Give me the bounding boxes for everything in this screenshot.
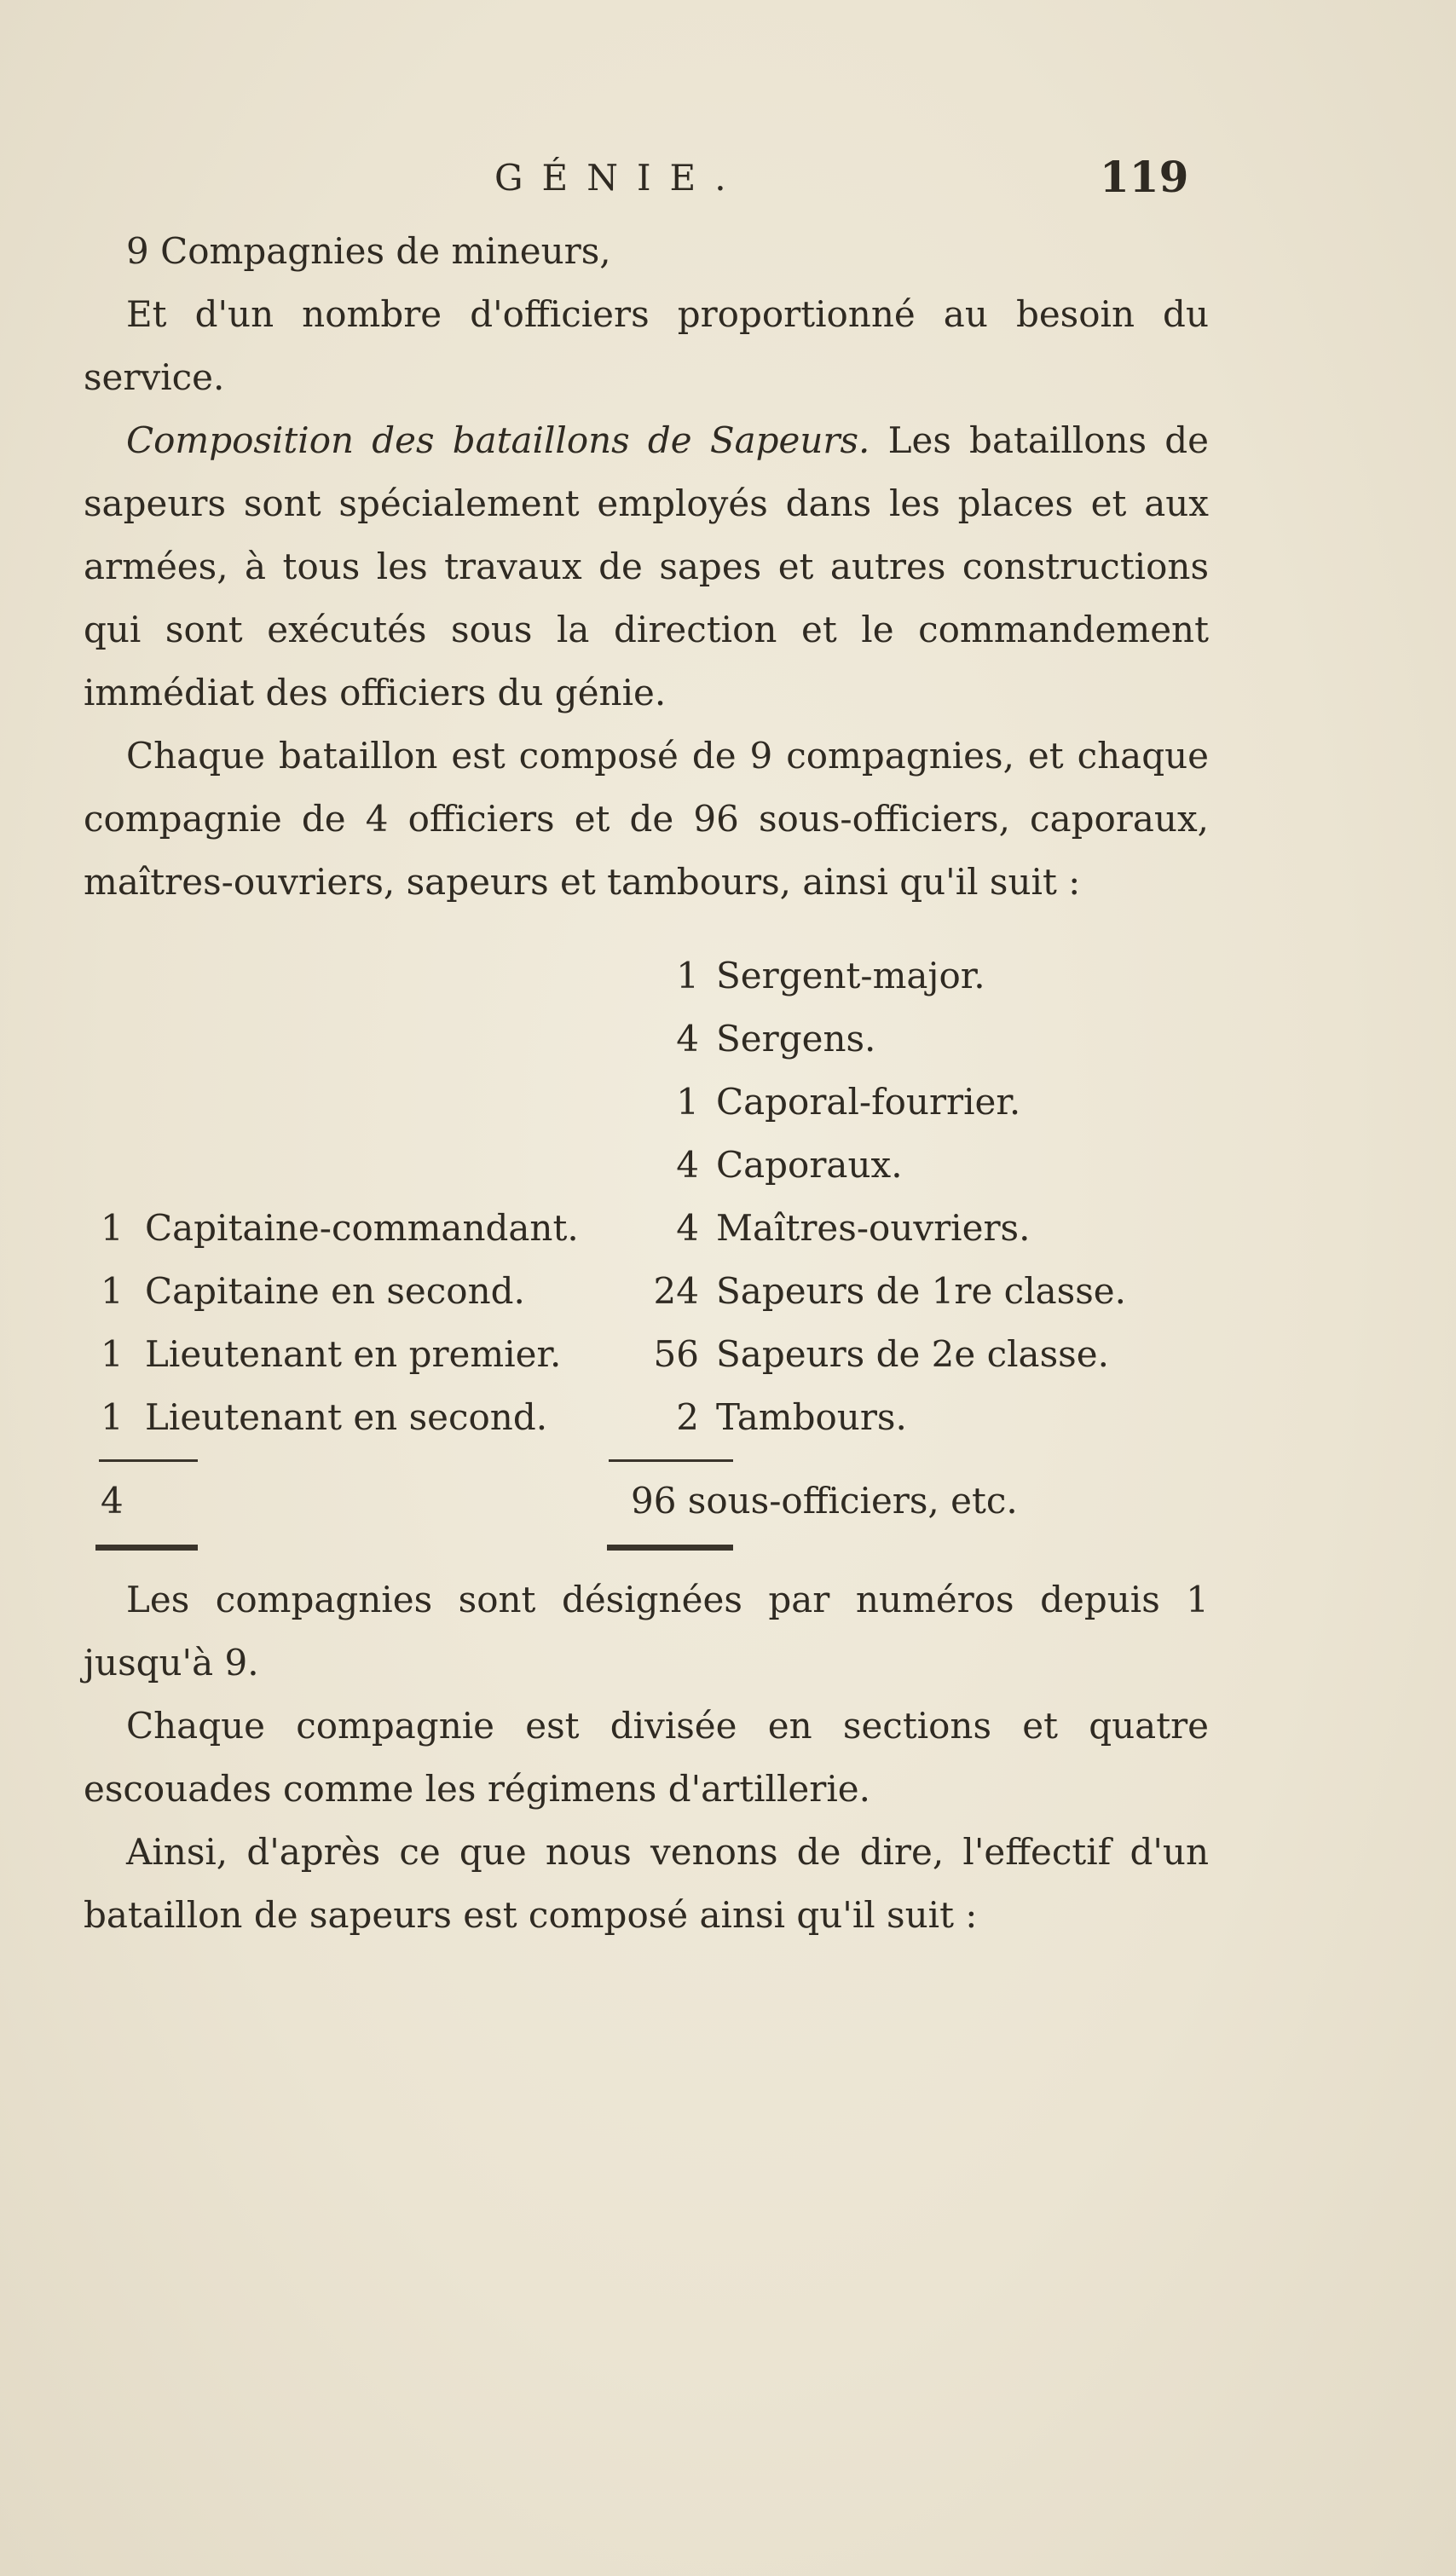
- paragraph-text: 9 Compagnies de mineurs,: [126, 230, 611, 272]
- count: 4: [676, 1144, 699, 1186]
- officers-total: 4: [101, 1480, 124, 1522]
- composition-table: [0, 944, 1456, 1558]
- paragraph: [84, 283, 1209, 409]
- count: 1: [101, 1207, 124, 1249]
- total-rule: [95, 1545, 198, 1551]
- officer-row: [101, 1323, 561, 1386]
- count: 1: [676, 1081, 699, 1123]
- paragraph: [84, 1821, 1209, 1947]
- paragraph-text: Les compagnies sont désignées par numéros depuis 1 jusqu'à 9.: [84, 1579, 1209, 1684]
- rank-label: Capitaine-commandant.: [145, 1207, 579, 1249]
- officer-row: [101, 1386, 547, 1449]
- page-header: [0, 152, 1456, 208]
- officer-row: [101, 1260, 525, 1323]
- rank-label: Caporal-fourrier.: [716, 1081, 1021, 1123]
- soldier-row: [622, 1008, 875, 1071]
- rank-label: Caporaux.: [716, 1144, 903, 1186]
- officer-row: [101, 1197, 579, 1260]
- paragraph: [84, 725, 1209, 914]
- section-heading-italic: Composition des bataillons de Sapeurs.: [126, 419, 870, 461]
- sum-rule: [99, 1459, 198, 1462]
- soldier-row: [622, 944, 985, 1008]
- paragraph-text: Chaque compagnie est divisée en sections et quatre escouades comme les régimens d'artillerie.: [84, 1705, 1209, 1810]
- total-rule: [607, 1545, 733, 1551]
- rank-label: Tambours.: [716, 1396, 907, 1438]
- soldiers-total: 96 sous-officiers, etc.: [631, 1480, 1018, 1522]
- sum-rule: [609, 1459, 733, 1462]
- paragraph: [84, 1695, 1209, 1821]
- rank-label: Sergens.: [716, 1018, 876, 1060]
- rank-label: Capitaine en second.: [145, 1270, 525, 1312]
- running-head: GÉNIE.: [494, 157, 745, 199]
- paragraph: [84, 220, 1209, 283]
- page-number: 119: [1100, 152, 1189, 202]
- soldier-row: [622, 1260, 1126, 1323]
- soldier-row: [622, 1134, 903, 1197]
- soldier-row: [622, 1071, 1020, 1134]
- count: 4: [676, 1207, 699, 1249]
- text-block-bottom: [84, 1568, 1209, 1947]
- count: 2: [676, 1396, 699, 1438]
- rank-label: Sapeurs de 2e classe.: [716, 1333, 1109, 1375]
- paragraph: [84, 409, 1209, 725]
- count: 1: [676, 955, 699, 996]
- rank-label: Lieutenant en second.: [145, 1396, 548, 1438]
- paragraph-text: Ainsi, d'après ce que nous venons de dire, l'effectif d'un bataillon de sapeurs est composé ainsi qu'il suit :: [84, 1831, 1209, 1936]
- count: 4: [676, 1018, 699, 1060]
- soldier-row: [622, 1386, 907, 1449]
- count: 1: [101, 1270, 124, 1312]
- rank-label: Maîtres-ouvriers.: [716, 1207, 1031, 1249]
- rank-label: Sapeurs de 1re classe.: [716, 1270, 1126, 1312]
- rank-label: Lieutenant en premier.: [145, 1333, 562, 1375]
- text-block-top: [84, 220, 1209, 914]
- count: 1: [101, 1396, 124, 1438]
- count: 56: [653, 1333, 699, 1375]
- soldier-row: [622, 1197, 1030, 1260]
- paragraph-text: Chaque bataillon est composé de 9 compagnies, et chaque compagnie de 4 officiers et de 96 sous-officiers, caporaux, maîtres-ouvriers, sapeurs et tambours, ainsi qu'il suit :: [84, 735, 1209, 903]
- count: 24: [653, 1270, 699, 1312]
- paragraph-text: Les bataillons de sapeurs sont spécialement employés dans les places et aux armées, à tous les travaux de sapes et autres constructions qui sont exécutés sous la direction et le commandement immédiat des officiers du génie.: [84, 419, 1210, 713]
- count: 1: [101, 1333, 124, 1375]
- paragraph-text: Et d'un nombre d'officiers proportionné au besoin du service.: [84, 293, 1209, 398]
- rank-label: Sergent-major.: [716, 955, 985, 996]
- paragraph: [84, 1568, 1209, 1695]
- soldier-row: [622, 1323, 1109, 1386]
